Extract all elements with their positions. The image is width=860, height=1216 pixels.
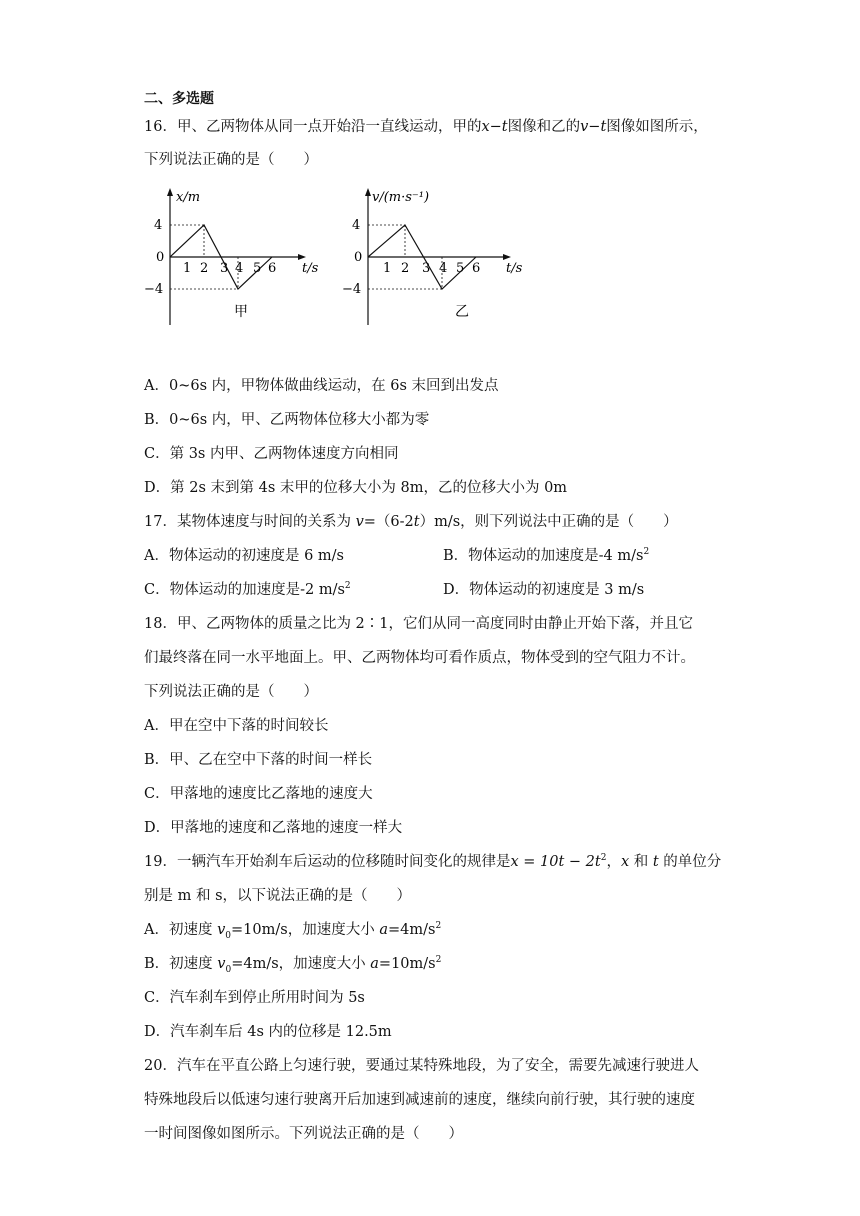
q19-stem-line2: 别是 m 和 s，以下说法正确的是（ ） (144, 888, 412, 904)
q18-option-a: A．甲在空中下落的时间较长 (144, 718, 329, 734)
graph-jia-tick-y-4: 4 (154, 218, 163, 233)
q19-option-a: A．初速度 $v_0=10m/s$，加速度大小 $a=4m/s^2$ (144, 921, 442, 941)
q20-stem-line1: 20．汽车在平直公路上匀速行驶，要通过某特殊地段，为了安全，需要先减速行驶进人 (144, 1058, 699, 1074)
graph-jia-tick-x-3: 3 (220, 261, 229, 276)
graph-jia-tick-y-neg4: −4 (144, 282, 164, 297)
graph-jia-tick-y-0: 0 (156, 250, 165, 265)
graph-jia-caption: 甲 (234, 304, 248, 320)
graph-yi-tick-x-5: 5 (456, 261, 465, 276)
graph-yi-tick-y-4: 4 (352, 218, 361, 233)
q16-stem-line1: 16．甲、乙两物体从同一点开始沿一直线运动，甲的x−t图像和乙的v−t图像如图所示， (144, 119, 708, 135)
q18-option-b: B．甲、乙在空中下落的时间一样长 (144, 752, 373, 768)
graph-jia-x-label: t/s (302, 261, 319, 276)
graph-jia-tick-x-2: 2 (200, 261, 209, 276)
graph-jia-tick-x-5: 5 (253, 261, 262, 276)
graph-jia (140, 185, 330, 330)
q16-option-d: D．第 2s 末到第 4s 末甲的位移大小为 8m，乙的位移大小为 0m (144, 480, 568, 496)
graph-yi-tick-x-1: 1 (383, 261, 392, 276)
q18-option-c: C．甲落地的速度比乙落地的速度大 (144, 786, 373, 802)
q17-option-a: A．物体运动的初速度是 6 m/s (144, 548, 344, 564)
q16-option-c: C．第 3s 内甲、乙两物体速度方向相同 (144, 446, 399, 462)
section-title: 二、多选题 (144, 91, 214, 107)
graph-yi (338, 185, 538, 330)
q19-stem-line1: 19．一辆汽车开始刹车后运动的位移随时间变化的规律是$x = 10t - 2t^2$，x 和 t 的单位分 (144, 853, 722, 870)
q19-option-b: B．初速度 $v_0=4m/s$，加速度大小 $a=10m/s^2$ (144, 955, 442, 975)
graph-yi-x-label: t/s (506, 261, 523, 276)
graph-jia-tick-x-6: 6 (268, 261, 277, 276)
q19-option-c: C．汽车刹车到停止所用时间为 5s (144, 990, 365, 1006)
q17-option-c: C．物体运动的加速度是-2 $m/s^2$ (144, 581, 351, 598)
graph-jia-tick-x-4: 4 (235, 261, 244, 276)
graph-yi-tick-y-0: 0 (354, 250, 363, 265)
q16-option-a: A．0~6s 内，甲物体做曲线运动，在 6s 末回到出发点 (144, 378, 499, 394)
graph-yi-y-label: v/(m·s⁻¹) (372, 190, 430, 205)
q17-option-d: D．物体运动的初速度是 3 m/s (443, 582, 645, 598)
q19-formula: x = 10t − 2t (510, 854, 601, 870)
q18-option-d: D．甲落地的速度和乙落地的速度一样大 (144, 820, 403, 836)
q18-stem-line3: 下列说法正确的是（ ） (144, 684, 318, 700)
graph-yi-tick-x-2: 2 (401, 261, 410, 276)
graph-yi-tick-y-neg4: −4 (342, 282, 362, 297)
graph-jia-y-label: x/m (176, 190, 201, 205)
q18-stem-line2: 们最终落在同一水平地面上。甲、乙两物体均可看作质点，物体受到的空气阻力不计。 (144, 650, 695, 666)
q18-stem-line1: 18．甲、乙两物体的质量之比为 2∶1，它们从同一高度同时由静止开始下落，并且它 (144, 616, 694, 632)
graph-jia-tick-x-1: 1 (183, 261, 192, 276)
graph-yi-caption: 乙 (455, 304, 469, 320)
q17-stem: 17．某物体速度与时间的关系为 v=（6-2t）m/s，则下列说法中正确的是（ ） (144, 514, 678, 530)
graph-yi-tick-x-3: 3 (422, 261, 431, 276)
q17-option-b: B．物体运动的加速度是-4 $m/s^2$ (443, 547, 650, 564)
q20-stem-line3: 一时间图像如图所示。下列说法正确的是（ ） (144, 1126, 463, 1142)
graph-yi-tick-x-6: 6 (472, 261, 481, 276)
q16-option-b: B．0~6s 内，甲、乙两物体位移大小都为零 (144, 412, 430, 428)
graph-yi-tick-x-4: 4 (439, 261, 448, 276)
q19-option-d: D．汽车刹车后 4s 内的位移是 12.5m (144, 1024, 392, 1040)
q20-stem-line2: 特殊地段后以低速匀速行驶离开后加速到减速前的速度，继续向前行驶，其行驶的速度 (144, 1092, 695, 1108)
q16-stem-line2: 下列说法正确的是（ ） (144, 152, 318, 168)
